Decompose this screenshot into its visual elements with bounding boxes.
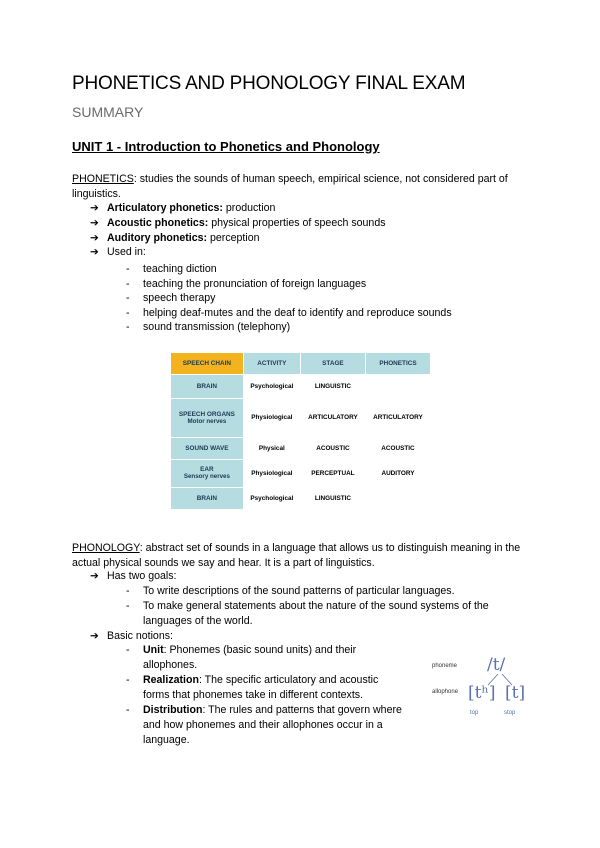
list-item: ➔ Has two goals:	[90, 570, 177, 582]
arrow-icon: ➔	[90, 630, 99, 642]
arrow-icon: ➔	[90, 570, 99, 582]
list-item: ➔ Used in:	[90, 246, 146, 259]
list-item: - Distribution: The rules and patterns that govern where and how phonemes and their allophones occur in a language.	[126, 704, 402, 746]
phoneme-label: phoneme	[432, 663, 458, 669]
list-item: - Realization: The specific articulatory and acoustic forms that phonemes take in different contexts.	[126, 674, 379, 701]
list-item: ➔ Acoustic phonetics: physical properties of speech sounds	[90, 216, 386, 229]
speech-chain-table	[170, 352, 431, 510]
table-row: BRAIN Psychological LINGUISTIC	[171, 375, 431, 399]
document-subtitle: SUMMARY	[72, 104, 144, 120]
word-stop: stop	[504, 710, 516, 716]
header-cell: ACTIVITY	[243, 353, 300, 375]
phonology-definition	[72, 541, 532, 571]
phonology-def-text: : abstract set of sounds in a language that allows us to distinguish meaning in the actual physical sounds we say and hear. It is a part of linguistics.	[72, 542, 521, 569]
unit-heading: UNIT 1 - Introduction to Phonetics and Phonology	[72, 139, 380, 154]
arrow-icon: ➔	[90, 202, 99, 214]
list-item: - teaching diction	[126, 263, 217, 275]
list-item: - Unit: Phonemes (basic sound units) and their allophones.	[126, 644, 357, 671]
document-title: PHONETICS AND PHONOLOGY FINAL EXAM	[72, 73, 466, 94]
table-row: SOUND WAVE Physical ACOUSTIC ACOUSTIC	[171, 437, 431, 459]
allophone-label: allophone	[432, 689, 459, 695]
allophone-aspirated: [tʰ]	[468, 683, 496, 703]
arrow-icon: ➔	[90, 216, 99, 229]
table-row: SPEECH ORGANS Motor nerves Physiological ARTICULATORY ARTICULATORY	[171, 399, 431, 437]
list-item: - To make general statements about the nature of the sound systems of the languages of the world.	[126, 600, 489, 627]
allophone-plain: [t]	[505, 683, 526, 703]
table-row: EAR Sensory nerves Physiological PERCEPTUAL AUDITORY	[171, 459, 431, 487]
list-item: - To write descriptions of the sound patterns of particular languages.	[126, 585, 455, 597]
phonetics-def-text: : studies the sounds of human speech, empirical science, not considered part of linguistics.	[72, 173, 508, 200]
phonology-term: PHONOLOGY	[72, 542, 140, 554]
goals-list	[126, 584, 516, 629]
arrow-icon: ➔	[90, 231, 99, 244]
used-in-list	[126, 262, 452, 335]
header-cell: SPEECH CHAIN	[171, 353, 244, 375]
list-item: ➔ Auditory phonetics: perception	[90, 231, 260, 244]
phonetics-term: PHONETICS	[72, 173, 134, 185]
list-item: ➔ Basic notions:	[90, 630, 173, 642]
header-cell: STAGE	[300, 353, 365, 375]
list-item: ➔ Articulatory phonetics: production	[90, 202, 276, 214]
header-cell: PHONETICS	[365, 353, 430, 375]
notions-list	[126, 643, 406, 748]
word-top: top	[470, 710, 479, 716]
list-item: - helping deaf-mutes and the deaf to identify and reproduce sounds	[126, 306, 452, 319]
phoneme-symbol: /t/	[487, 655, 506, 675]
arrow-icon: ➔	[90, 246, 99, 259]
list-item: - teaching the pronunciation of foreign languages	[126, 277, 367, 290]
phonetics-branches-list	[90, 201, 386, 260]
phonetics-definition	[72, 172, 532, 202]
phoneme-allophone-figure	[430, 655, 540, 725]
table-header-row	[171, 353, 431, 375]
list-item: - speech therapy	[126, 292, 216, 305]
table-row: BRAIN Psychological LINGUISTIC	[171, 487, 431, 509]
phonology-notions-label	[90, 629, 173, 644]
list-item: - sound transmission (telephony)	[126, 321, 291, 334]
phonology-goals-label	[90, 569, 176, 584]
